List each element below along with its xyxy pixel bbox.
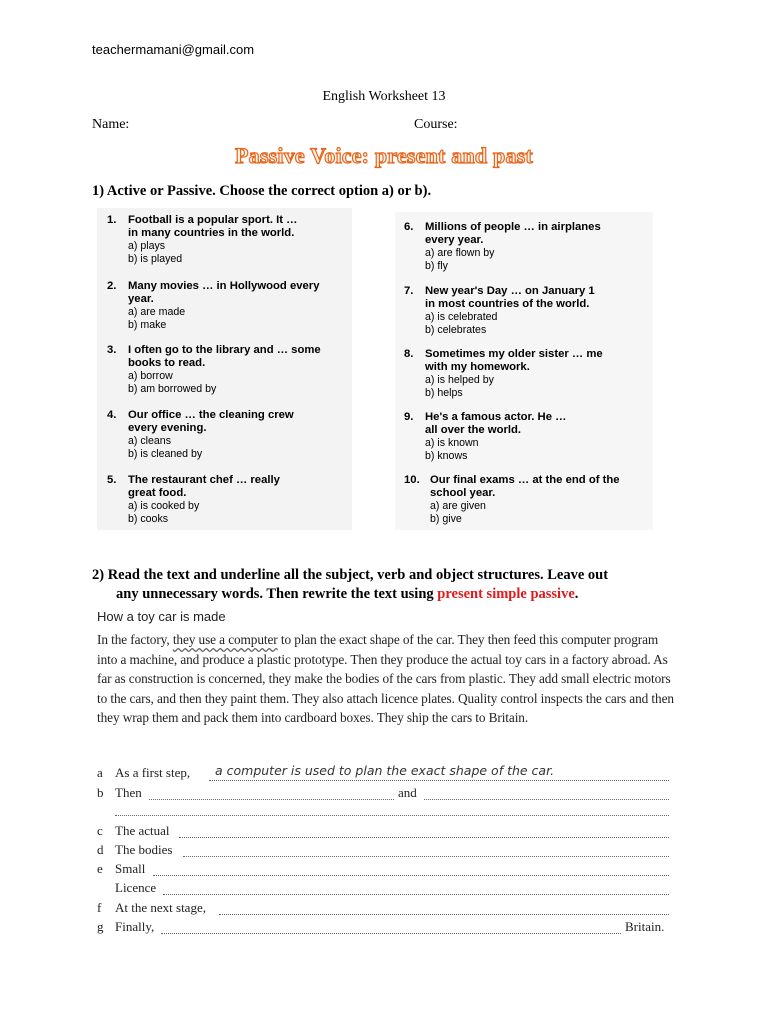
option-b: b) am borrowed by — [128, 382, 217, 395]
question-10 — [404, 474, 620, 525]
heading-text: any unnecessary words. Then rewrite the text using — [116, 586, 438, 602]
question-number: 6. — [404, 221, 414, 233]
option-b: b) is played — [128, 252, 183, 265]
option-a: a) plays — [128, 240, 166, 252]
question-stem: I often go to the library and … some — [128, 344, 321, 356]
name-label: Name: — [92, 117, 130, 132]
answer-line[interactable] — [149, 799, 394, 800]
question-number: 3. — [107, 344, 117, 356]
option-b: b) is cleaned by — [128, 447, 203, 460]
question-number: 7. — [404, 285, 414, 297]
answer-line[interactable] — [179, 837, 669, 838]
exercise-letter: a — [97, 765, 103, 780]
question-stem: Many movies … in Hollywood every — [128, 280, 320, 292]
question-stem: Football is a popular sport. It … — [128, 214, 298, 226]
author-email: teachermamani@gmail.com — [92, 42, 255, 57]
exercise-e — [97, 861, 677, 881]
option-a: a) borrow — [128, 370, 173, 382]
exercise-f — [97, 900, 677, 920]
exercise-prompt: Licence — [115, 880, 157, 895]
option-b: b) knows — [425, 449, 468, 462]
exercise-prompt: Then — [115, 785, 142, 800]
section-2-heading-line-2 — [92, 585, 692, 604]
exercise-letter: f — [97, 900, 102, 915]
answer-line[interactable] — [161, 933, 621, 934]
option-a: a) are given — [430, 500, 486, 512]
exercise-letter: e — [97, 861, 103, 876]
handwritten-answer: a computer is used to plan the exact shape of the car. — [215, 763, 555, 778]
answer-line[interactable] — [163, 894, 669, 895]
question-stem: in most countries of the world. — [425, 298, 590, 310]
question-stem: New year's Day … on January 1 — [425, 285, 595, 297]
question-stem: books to read. — [128, 357, 206, 369]
exercise-prompt: Finally, — [115, 919, 155, 934]
exercise-connector: and — [398, 785, 417, 800]
answer-line[interactable] — [115, 815, 669, 816]
heading-period: . — [574, 586, 579, 602]
question-stem: school year. — [430, 487, 496, 499]
option-a: a) is helped by — [425, 374, 494, 386]
underlined-phrase: they use a computer — [172, 632, 278, 647]
exercise-letter: d — [97, 842, 104, 857]
answer-line[interactable] — [183, 856, 669, 857]
exercise-prompt: The bodies — [115, 842, 173, 857]
question-stem: Our final exams … at the end of the — [430, 474, 620, 486]
answer-line[interactable] — [153, 875, 669, 876]
question-stem: every year. — [425, 234, 484, 246]
section-1-heading: 1) Active or Passive. Choose the correct option a) or b). — [92, 183, 432, 199]
exercise-letter: c — [97, 823, 103, 838]
question-number: 4. — [107, 409, 117, 421]
question-stem: in many countries in the world. — [128, 227, 295, 239]
exercise-prompt: As a first step, — [115, 765, 191, 780]
option-b: b) give — [430, 512, 462, 525]
question-number: 8. — [404, 348, 414, 360]
course-label: Course: — [414, 117, 458, 132]
question-7 — [404, 285, 595, 336]
question-8 — [404, 348, 603, 399]
para-start: In the factory, — [97, 632, 173, 647]
exercise-c — [97, 823, 677, 843]
answer-line[interactable] — [209, 780, 669, 781]
exercise-letter: g — [97, 919, 104, 934]
question-5 — [107, 474, 280, 525]
question-stem: year. — [128, 293, 154, 305]
reading-paragraph — [97, 630, 677, 728]
question-3 — [107, 344, 321, 395]
question-stem: Millions of people … in airplanes — [425, 221, 601, 233]
exercise-prompt: Small — [115, 861, 146, 876]
question-9 — [404, 411, 566, 462]
question-number: 9. — [404, 411, 414, 423]
option-a: a) is cooked by — [128, 500, 200, 512]
option-b: b) cooks — [128, 512, 169, 525]
question-stem: Our office … the cleaning crew — [128, 409, 294, 421]
question-stem: every evening. — [128, 422, 207, 434]
exercise-b — [97, 785, 677, 805]
question-number: 5. — [107, 474, 117, 486]
answer-line[interactable] — [424, 799, 669, 800]
question-number: 10. — [404, 474, 420, 486]
para-rest: to plan the exact shape of the car. They then feed this computer program into a machine, and produce a plastic prototype. Then they produce the actual toy cars in a factory abroad. As far as construction is concerned, they make the bodies of the cars from plastic. They add small electric motors to the cars, and then they paint them. They also attach licence plates. Quality control inspects the cars and then they wrap them and pack them into cardboard boxes. They ship the cars to Britain. — [97, 632, 674, 726]
question-1 — [107, 214, 297, 265]
exercise-prompt: At the next stage, — [115, 900, 206, 915]
option-b: b) make — [128, 318, 167, 331]
answer-line[interactable] — [219, 914, 669, 915]
question-2 — [107, 280, 319, 331]
option-b: b) fly — [425, 259, 448, 272]
option-a: a) are made — [128, 306, 186, 318]
exercise-a — [97, 765, 677, 785]
section-2-heading — [92, 566, 692, 604]
worksheet-number: English Worksheet 13 — [322, 89, 446, 104]
exercise-letter: b — [97, 785, 104, 800]
question-stem: Sometimes my older sister … me — [425, 348, 603, 360]
question-stem: great food. — [128, 487, 187, 499]
question-number: 2. — [107, 280, 117, 292]
question-number: 1. — [107, 214, 117, 226]
option-b: b) celebrates — [425, 323, 487, 336]
exercise-e-licence — [97, 880, 677, 900]
question-4 — [107, 409, 294, 460]
option-a: a) is known — [425, 437, 479, 449]
exercise-prompt: The actual — [115, 823, 170, 838]
question-6 — [404, 221, 601, 272]
option-a: a) are flown by — [425, 247, 495, 259]
text-title: How a toy car is made — [97, 609, 226, 624]
section-2-heading-line-1: 2) Read the text and underline all the subject, verb and object structures. Leave out — [92, 567, 609, 583]
exercise-d — [97, 842, 677, 862]
question-stem: He's a famous actor. He … — [425, 411, 567, 423]
exercise-g — [97, 919, 677, 939]
option-a: a) is celebrated — [425, 311, 498, 323]
exercise-ending: Britain. — [625, 919, 665, 934]
option-b: b) helps — [425, 386, 463, 399]
question-stem: all over the world. — [425, 424, 522, 436]
option-a: a) cleans — [128, 435, 171, 447]
question-stem: with my homework. — [425, 361, 530, 373]
question-stem: The restaurant chef … really — [128, 474, 280, 486]
worksheet-title: Passive Voice: present and past — [235, 143, 533, 168]
heading-highlight: present simple passive — [437, 586, 575, 602]
